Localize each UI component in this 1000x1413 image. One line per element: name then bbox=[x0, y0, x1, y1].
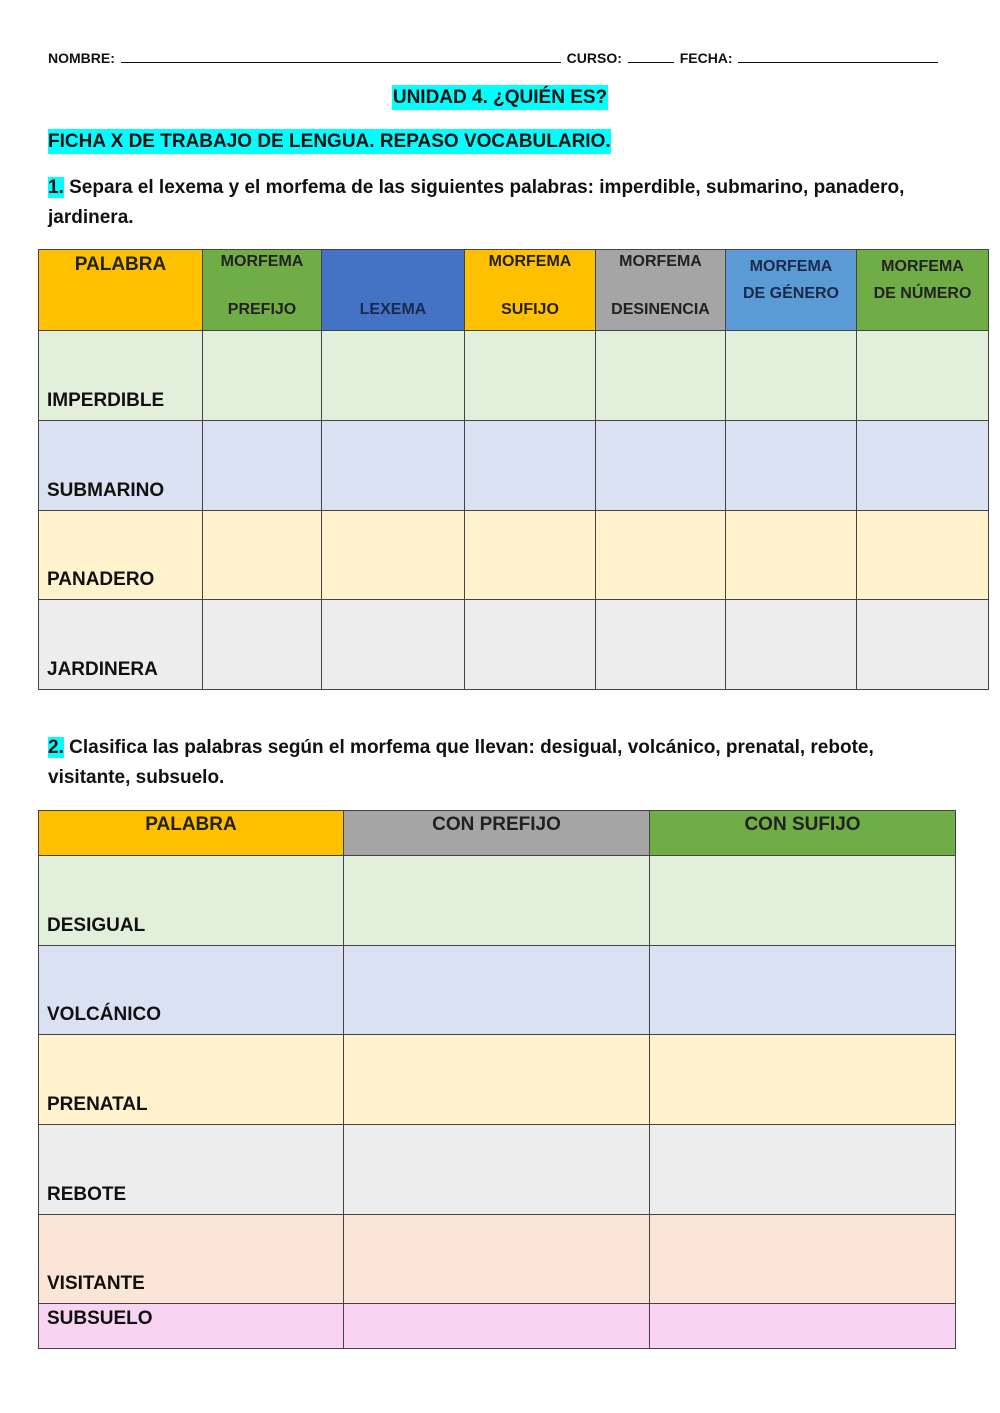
answer-cell[interactable] bbox=[203, 421, 322, 511]
answer-cell[interactable] bbox=[465, 600, 596, 690]
answer-cell[interactable] bbox=[465, 331, 596, 421]
answer-cell[interactable] bbox=[322, 331, 465, 421]
answer-cell[interactable] bbox=[344, 946, 650, 1035]
answer-cell[interactable] bbox=[857, 511, 989, 600]
header-lexema bbox=[322, 250, 465, 331]
answer-cell[interactable] bbox=[726, 331, 857, 421]
exercise2-number: 2. bbox=[48, 737, 64, 758]
table-row bbox=[39, 421, 989, 511]
table-row bbox=[39, 1125, 956, 1215]
word-cell: SUBSUELO bbox=[39, 1304, 344, 1349]
answer-cell[interactable] bbox=[726, 421, 857, 511]
header-palabra: PALABRA bbox=[39, 250, 203, 331]
header-prefijo-top: MORFEMA bbox=[220, 253, 304, 270]
header-morfema-genero bbox=[726, 250, 857, 331]
header-numero-top: MORFEMA bbox=[881, 258, 964, 275]
nombre-label: NOMBRE: bbox=[48, 50, 115, 66]
exercise1-number: 1. bbox=[48, 177, 64, 198]
answer-cell[interactable] bbox=[726, 600, 857, 690]
student-info-line bbox=[48, 48, 940, 66]
table-row bbox=[39, 600, 989, 690]
answer-cell[interactable] bbox=[465, 421, 596, 511]
header-prefijo-bottom: PREFIJO bbox=[227, 301, 297, 318]
exercise2-instructions bbox=[48, 733, 958, 793]
classification-table bbox=[38, 810, 956, 1349]
header-morfema-sufijo bbox=[465, 250, 596, 331]
sheet-title-wrap bbox=[48, 131, 611, 153]
word-cell: IMPERDIBLE bbox=[39, 331, 203, 421]
header-sufijo-top: MORFEMA bbox=[488, 253, 572, 270]
table-row bbox=[39, 331, 989, 421]
word-cell: JARDINERA bbox=[39, 600, 203, 690]
table-row bbox=[39, 856, 956, 946]
answer-cell[interactable] bbox=[596, 600, 726, 690]
answer-cell[interactable] bbox=[344, 1304, 650, 1349]
answer-cell[interactable] bbox=[322, 421, 465, 511]
word-cell: VISITANTE bbox=[39, 1215, 344, 1304]
exercise1-instructions bbox=[48, 173, 958, 233]
answer-cell[interactable] bbox=[203, 511, 322, 600]
header-desinencia-top: MORFEMA bbox=[619, 253, 702, 270]
unit-title: UNIDAD 4. ¿QUIÉN ES? bbox=[392, 87, 608, 108]
answer-cell[interactable] bbox=[344, 1125, 650, 1215]
answer-cell[interactable] bbox=[596, 421, 726, 511]
header-lexema-label: LEXEMA bbox=[359, 301, 427, 318]
morpheme-table bbox=[38, 249, 989, 690]
answer-cell[interactable] bbox=[322, 511, 465, 600]
header-con-sufijo: CON SUFIJO bbox=[650, 811, 956, 856]
answer-cell[interactable] bbox=[650, 1304, 956, 1349]
answer-cell[interactable] bbox=[344, 1035, 650, 1125]
word-cell: REBOTE bbox=[39, 1125, 344, 1215]
answer-cell[interactable] bbox=[344, 1215, 650, 1304]
word-cell: DESIGUAL bbox=[39, 856, 344, 946]
word-cell: PRENATAL bbox=[39, 1035, 344, 1125]
classification-table-header bbox=[39, 811, 956, 856]
answer-cell[interactable] bbox=[857, 331, 989, 421]
header-morfema-numero bbox=[857, 250, 989, 331]
header-genero-bottom: DE GÉNERO bbox=[742, 285, 839, 302]
answer-cell[interactable] bbox=[344, 856, 650, 946]
answer-cell[interactable] bbox=[203, 331, 322, 421]
nombre-field[interactable] bbox=[121, 48, 561, 63]
header-numero-bottom: DE NÚMERO bbox=[873, 285, 972, 302]
fecha-label: FECHA: bbox=[679, 50, 733, 66]
header-genero-top: MORFEMA bbox=[749, 258, 833, 275]
header-desinencia-bottom: DESINENCIA bbox=[611, 301, 710, 318]
word-cell: SUBMARINO bbox=[39, 421, 203, 511]
answer-cell[interactable] bbox=[650, 1035, 956, 1125]
answer-cell[interactable] bbox=[650, 856, 956, 946]
answer-cell[interactable] bbox=[465, 511, 596, 600]
curso-label: CURSO: bbox=[566, 50, 622, 66]
table-row bbox=[39, 511, 989, 600]
answer-cell[interactable] bbox=[726, 511, 857, 600]
header-sufijo-bottom: SUFIJO bbox=[501, 301, 559, 318]
header-morfema-prefijo bbox=[203, 250, 322, 331]
answer-cell[interactable] bbox=[650, 946, 956, 1035]
table-row bbox=[39, 1035, 956, 1125]
fecha-field[interactable] bbox=[738, 48, 938, 63]
exercise1-text: Separa el lexema y el morfema de las siguientes palabras: imperdible, submarino, panadero, jardinera. bbox=[48, 177, 905, 228]
word-cell: VOLCÁNICO bbox=[39, 946, 344, 1035]
header-palabra: PALABRA bbox=[39, 811, 344, 856]
answer-cell[interactable] bbox=[596, 511, 726, 600]
answer-cell[interactable] bbox=[322, 600, 465, 690]
answer-cell[interactable] bbox=[596, 331, 726, 421]
answer-cell[interactable] bbox=[857, 421, 989, 511]
table-row bbox=[39, 1215, 956, 1304]
morpheme-table-header bbox=[39, 250, 989, 331]
curso-field[interactable] bbox=[628, 48, 674, 63]
header-morfema-desinencia bbox=[596, 250, 726, 331]
answer-cell[interactable] bbox=[650, 1125, 956, 1215]
unit-title-wrap bbox=[0, 87, 1000, 109]
answer-cell[interactable] bbox=[203, 600, 322, 690]
exercise2-text: Clasifica las palabras según el morfema que llevan: desigual, volcánico, prenatal, rebote, visitante, subsuelo. bbox=[48, 737, 874, 788]
sheet-title: FICHA X DE TRABAJO DE LENGUA. REPASO VOCABULARIO. bbox=[48, 131, 611, 152]
answer-cell[interactable] bbox=[650, 1215, 956, 1304]
table-row bbox=[39, 946, 956, 1035]
header-con-prefijo: CON PREFIJO bbox=[344, 811, 650, 856]
word-cell: PANADERO bbox=[39, 511, 203, 600]
answer-cell[interactable] bbox=[857, 600, 989, 690]
table-row bbox=[39, 1304, 956, 1349]
